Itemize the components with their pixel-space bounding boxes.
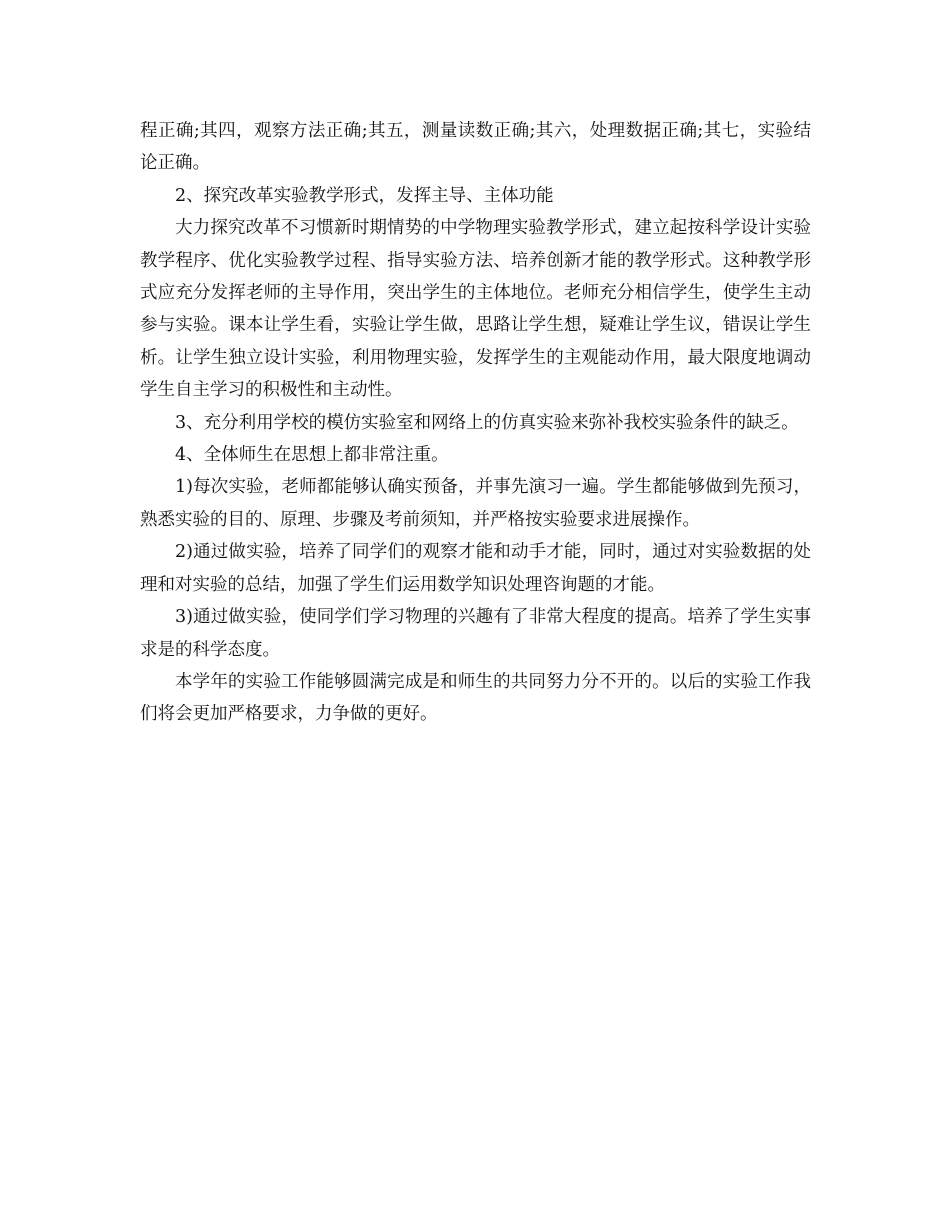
list-item-1: 1)每次实验，老师都能够认确实预备，并事先演习一遍。学生都能够做到先预习，熟悉实验的目的、原理、步骤及考前须知，并严格按实验要求进展操作。 xyxy=(140,477,811,530)
section-heading-2: 2、探究改革实验教学形式，发挥主导、主体功能 xyxy=(175,185,554,206)
section-heading-3: 3、充分利用学校的模仿实验室和网络上的仿真实验来弥补我校实验条件的缺乏。 xyxy=(175,412,799,433)
section-heading-4: 4、全体师生在思想上都非常注重。 xyxy=(175,445,449,466)
list-item-3: 3)通过做实验，使同学们学习物理的兴趣有了非常大程度的提高。培养了学生实事求是的科学态度。 xyxy=(140,607,811,660)
paragraph-teaching-reform: 大力探究改革不习惯新时期情势的中学物理实验教学形式，建立起按科学设计实验教学程序、优化实验教学过程、指导实验方法、培养创新才能的教学形式。这种教学形式应充分发挥老师的主导作用，突出学生的主体地位。老师充分相信学生，使学生主动参与实验。课本让学生看，实验让学生做，思路让学生想，疑难让学生议，错误让学生析。让学生独立设计实验，利用物理实验，发挥学生的主观能动作用，最大限度地调动学生自主学习的积极性和主动性。 xyxy=(140,218,811,401)
list-item-2: 2)通过做实验，培养了同学们的观察才能和动手才能，同时，通过对实验数据的处理和对实验的总结，加强了学生们运用数学知识处理咨询题的才能。 xyxy=(140,542,811,595)
paragraph-continuation: 程正确;其四，观察方法正确;其五，测量读数正确;其六，处理数据正确;其七，实验结论正确。 xyxy=(140,121,811,174)
document-body xyxy=(140,115,811,731)
paragraph-conclusion: 本学年的实验工作能够圆满完成是和师生的共同努力分不开的。以后的实验工作我们将会更加严格要求，力争做的更好。 xyxy=(140,671,811,725)
